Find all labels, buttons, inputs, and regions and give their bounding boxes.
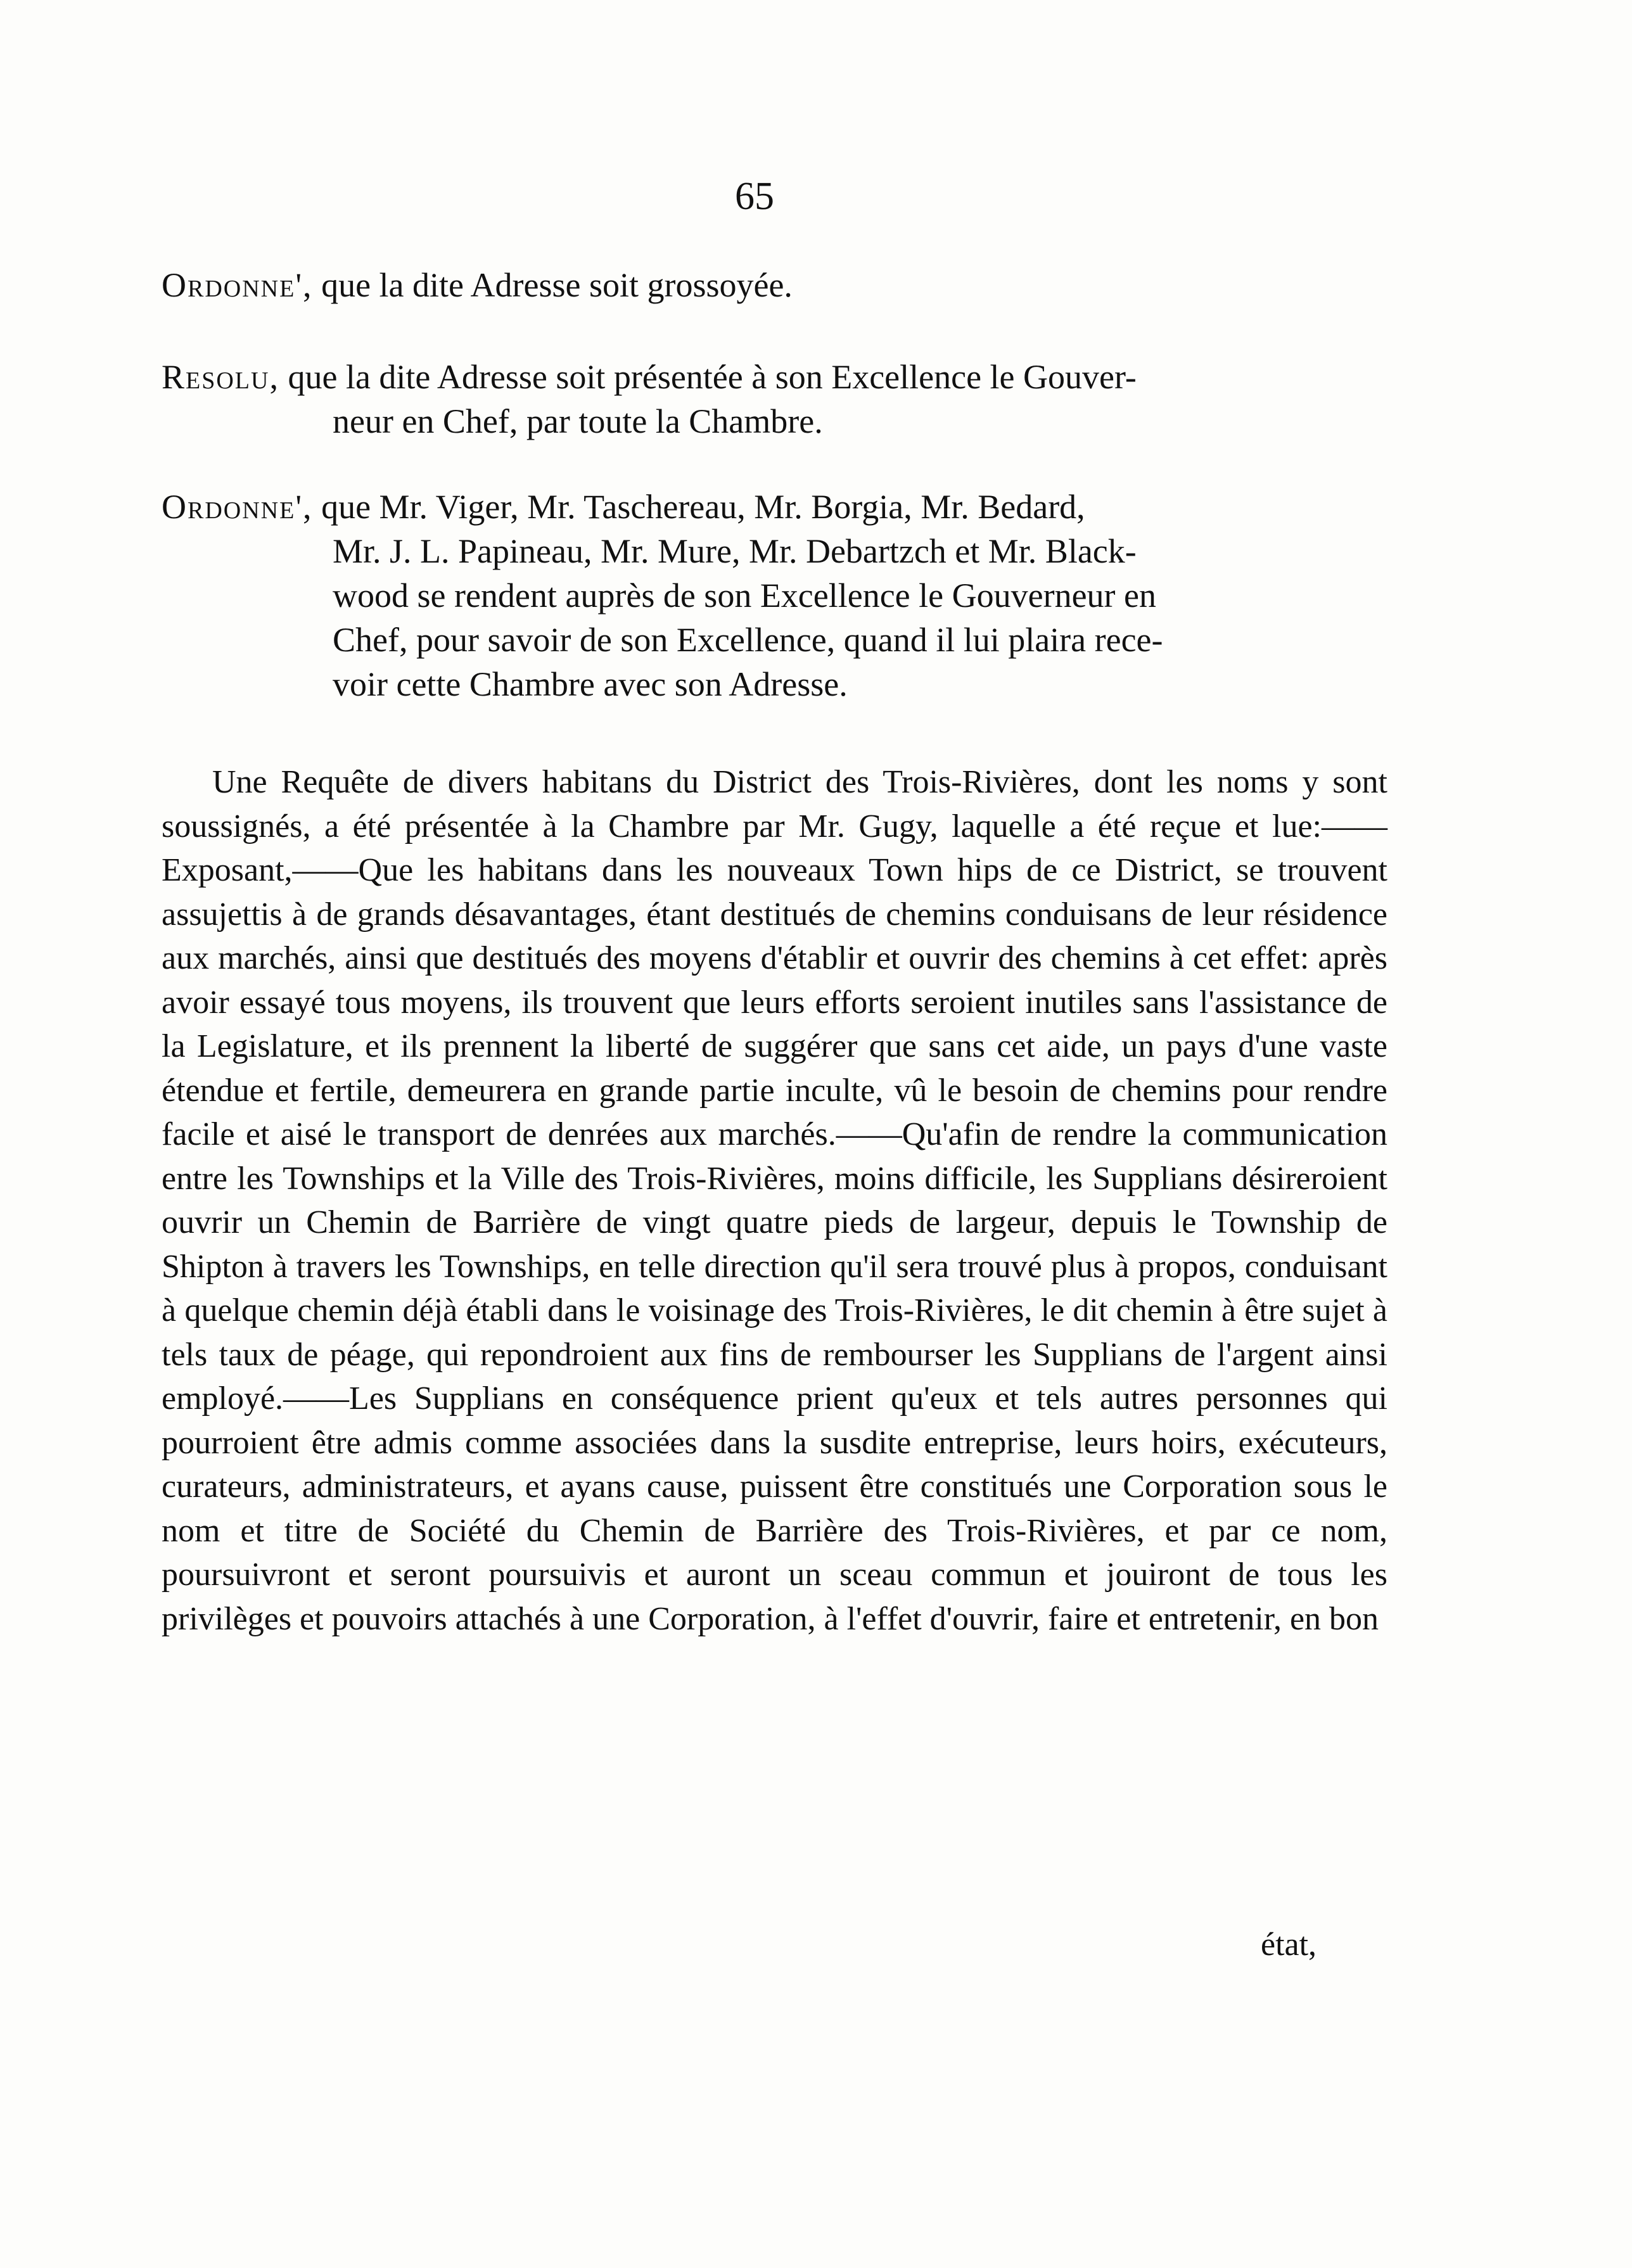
entry-continuation: neur en Chef, par toute la Chambre. <box>333 402 823 440</box>
entry-continuation: voir cette Chambre avec son Adresse. <box>333 665 848 703</box>
entry-resolu <box>162 355 1387 443</box>
entry-text: que Mr. Viger, Mr. Taschereau, Mr. Borgia, Mr. Bedard, <box>321 488 1085 526</box>
entry-continuation: Mr. J. L. Papineau, Mr. Mure, Mr. Debartzch et Mr. Black- <box>333 532 1137 570</box>
catchword: état, <box>1261 1927 1317 1963</box>
entry-heading: Ordonne', <box>162 266 313 304</box>
petition-paragraph: Une Requête de divers habitans du District des Trois-Rivières, dont les noms y sont soussignés, a été présentée à la Chambre par Mr. Gugy, laquelle a été reçue et lue:——Exposant,——Que les habitans dans les nouveaux Town hips de ce District, se trouvent assujettis à de grands désavantages, étant destitués de chemins conduisans de leur résidence aux marchés, ainsi que destitués des moyens d'établir et ouvrir des chemins à cet effet: après avoir essayé tous moyens, ils trouvent que leurs efforts seroient inutiles sans l'assistance de la Legislature, et ils prennent la liberté de suggérer que sans cet aide, un pays d'une vaste étendue et fertile, demeurera en grande partie inculte, vû le besoin de chemins pour rendre facile et aisé le transport de denrées aux marchés.——Qu'afin de rendre la communication entre les Townships et la Ville des Trois-Rivières, moins difficile, les Supplians désireroient ouvrir un Chemin de Barrière de vingt quatre pieds de largeur, depuis le Township de Shipton à travers les Townships, en telle direction qu'il sera trouvé plus à propos, conduisant à quelque chemin déjà établi dans le voisinage des Trois-Rivières, le dit chemin à être sujet à tels taux de péage, qui repondroient aux fins de rembourser les Supplians de l'argent ainsi employé.——Les Supplians en conséquence prient qu'eux et tels autres personnes qui pourroient être admis comme associées dans la susdite entreprise, leurs hoirs, exécuteurs, curateurs, administrateurs, et ayans cause, puissent être constitués une Corporation sous le nom et titre de Société du Chemin de Barrière des Trois-Rivières, et par ce nom, poursuivront et seront poursuivis et auront un sceau commun et jouiront de tous les privilèges et pouvoirs attachés à une Corporation, à l'effet d'ouvrir, faire et entretenir, en bon <box>162 764 1387 1637</box>
entry-ordonne-1 <box>162 263 1387 307</box>
entry-heading: Resolu, <box>162 358 279 396</box>
entry-text: que la dite Adresse soit présentée à son Excellence le Gouver- <box>288 358 1137 396</box>
entry-continuation: wood se rendent auprès de son Excellence le Gouverneur en <box>333 577 1156 615</box>
entry-ordonne-2 <box>162 485 1387 706</box>
page-number: 65 <box>735 175 774 218</box>
entry-heading: Ordonne', <box>162 488 313 526</box>
entry-text: que la dite Adresse soit grossoyée. <box>321 266 793 304</box>
entry-continuation: Chef, pour savoir de son Excellence, quand il lui plaira rece- <box>333 621 1163 659</box>
